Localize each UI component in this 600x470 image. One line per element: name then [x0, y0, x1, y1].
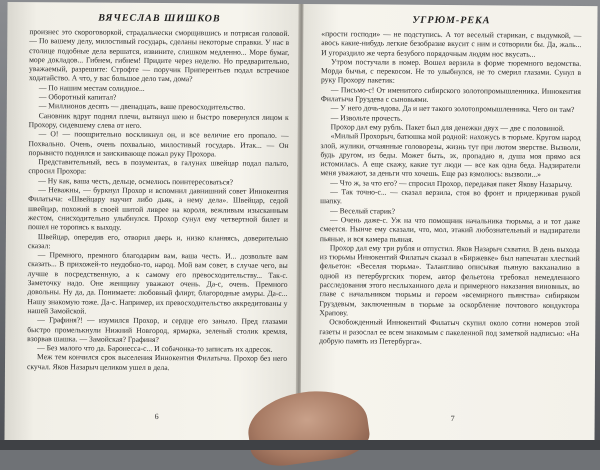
paragraph: — Что ж, за что его? — спросил Прохор, передавая пакет Якову Назарычу.: [330, 177, 573, 189]
paragraph: Освобожденный Иннокентий Филатыч скупил около сотни номеров этой газеты и разослал ее всем знакомым с пакеленной под заметкой надписью: «На добрую память из Петербурга».: [319, 317, 580, 346]
paragraph: — Премного, премного благодарим вам, ваша честь. И... дозвольте вам сказать... В прихожей-то неудобно-то, народ. Мой вам совет, в случае чего, вы лучше в посредственную, а к самому его превосходительству... Так-с. Заметочку надо. Оне женщину уважают очень. Да-с, очень. Премного довольны. Ну да, да. Понимаете: любовный флирт, благородные амуры. Да-с... Нашу знакомую тоже. Да-с. Например, их превосходительство аккредитованы у нашей Замойской.: [27, 250, 288, 316]
right-page: [300, 4, 597, 446]
left-page: [4, 2, 299, 444]
paragraph: — Графиня?! — изумился Прохор, и сердце его заныло. Пред глазами быстро промелькнули Нижний Новгород, ярмарка, зеленый столик кремля, взорвав шашка. — Замойская? Графиня?: [27, 315, 288, 344]
paragraph: Представительный, весь в позументах, в галунах швейцар подал пальто, спросил Прохора:: [28, 157, 289, 176]
paragraph: Утром постучали в номер. Вошел верзила в форме тюремного ведомства. Морда бычья, с перекосом. Не то улыбнулся, не то смерил глазами. Сунул в руку Прохору пакетик:: [320, 57, 582, 86]
left-page-number: 6: [154, 411, 159, 422]
paragraph: произнес это скороговоркой, страдальчески сморщившись и потрясая головой. — По вашему делу, милостивый государь, сделаны некоторые справки. У нас в столице подобные дела вершатся, извините, слишком медленно... Море бумаг, море докладов... Гибнем, гибнем! Придите через неделю. Но предварительно, уважаемый, разрешите: Строфте — поручик Приперентьев подал встречное ходатайство. А что, у вас большое дело там, дома?: [28, 27, 290, 84]
paragraph: — О! — поощрительно воскликнул он, и все величие его пропало. — Похвально. Очень, очень похвально, милостивый государь. Итак... — Он порывисто поднялся и заискивающе пожал руку Прохора.: [28, 129, 289, 159]
paragraph: Прохор дал ему три рубля и отпустил. Яков Назарыч схватил. В день выхода из тюрьмы Иннокентий Филатыч сказал в «Биржевке» был напечатан хлесткий фельетон: «Веселая тюрьма». Талантливо описывая пьяную вакханалию в одной из петербургских тюрем, автор фельетона требовал немедленного расследования этого неслыханного дела и примерного наказания виновных, во главе с начальником тюрьмы и героем «всемирного пьянства» сибиряком Груздевым, заключенным в тюрьме за оскорбление почтового кондуктора Храпову.: [319, 243, 580, 318]
right-page-number: 7: [450, 414, 455, 424]
table-edge: [0, 440, 600, 450]
paragraph: — Очень даже-с. Уж на что помощник начальника тюрьмы, а и тот даже смеется. Нынче ему сказали, что, мол, этакий любознательный и надзиратели пьяные, и вся камера пьяная.: [319, 215, 581, 244]
paragraph: Швейцар, опередив его, отворил дверь и, низко кланяясь, доверительно сказал:: [27, 231, 288, 251]
paragraph: Сановник вдруг поднял плечи, вытянул шею и быстро повернулся лицом к Прохору, сидевшему слева от него.: [28, 110, 289, 130]
right-text-body: [319, 29, 581, 347]
paragraph: — Письмо-с! От именитого сибирского золотопромышленника. Иннокентия Филатыча Груздева с сыновьями.: [320, 84, 581, 104]
open-book: [4, 2, 597, 446]
paragraph: — Без малого что да. Баронесса-с... И собачонка-то записать их адресок.: [37, 343, 273, 354]
paragraph: «Милый Прохорыч, батюшка мой родной: нахожусь в тюрьме. Кругом народ злой, жулики, отчаянные головорезы, жизнь тут при лютом зверстве. Вызволи, будь другом, из беды. Может быть, эх, пропадаю я, душа моя прямо вся истомилась. А еще скажу, какие тут люди — все как одна беда. Надзиратели меня уважают, за деньги что хочешь. Еще раз взмолюсь: вызволи...»: [320, 131, 581, 180]
paragraph: — Неважны, — буркнул Прохор и вспомнил давнишний совет Иннокентия Филатыча: «Швейцару научит либо дьяк, а нему дела». Швейцар, седой швейцар, похожий в своей шитой ливрее на короля, вежливым изысканным жестом, снисходительно улыбнулся. Прохор сунул ему четвертной билет и пошел не торопясь к выходу.: [27, 185, 289, 232]
paragraph: — Извольте прочесть.: [330, 112, 403, 123]
paragraph: — Миллионов десять — двенадцать, ваше превосходительство.: [38, 101, 246, 112]
left-running-head: ВЯЧЕСЛАВ ШИШКОВ: [98, 12, 221, 25]
paragraph: Прохор дал ему рубль. Пакет был для денежки двух — две с половиной.: [330, 122, 565, 133]
paragraph: — Веселый старик?: [330, 205, 396, 216]
paragraph: — По нашим местам солидное...: [38, 82, 145, 93]
paragraph: — Оборотный капитал?: [38, 92, 117, 102]
paragraph: — Ну как, ваша честь, дельце, осмелюсь поинтересоваться?: [38, 175, 234, 187]
paragraph: — Так точно-с... — сказал верзила, стоя во фронт и придерживая рукой шапку.: [320, 187, 581, 206]
paragraph: — У него дочь-вдова. Да и нет такого золотопромышленника. Чего он там?: [330, 103, 575, 115]
paragraph: «прости господи» — не подступись. А тот веселый старикан, с выдумкой, — авось какие-нибудь легкие безобразие вкусит с ним и сотворили бы. Да, жаль... И угораздило же черта безубого порядочным людям нос вкусать...: [321, 29, 582, 59]
right-running-head: УГРЮМ-РЕКА: [412, 14, 491, 27]
paragraph: Меж тем кончился срок выселения Иннокентия Филатыча. Прохор без него скучал. Яков Назарыч целиком ушел в дела.: [26, 352, 288, 372]
left-text-body: [27, 27, 289, 373]
